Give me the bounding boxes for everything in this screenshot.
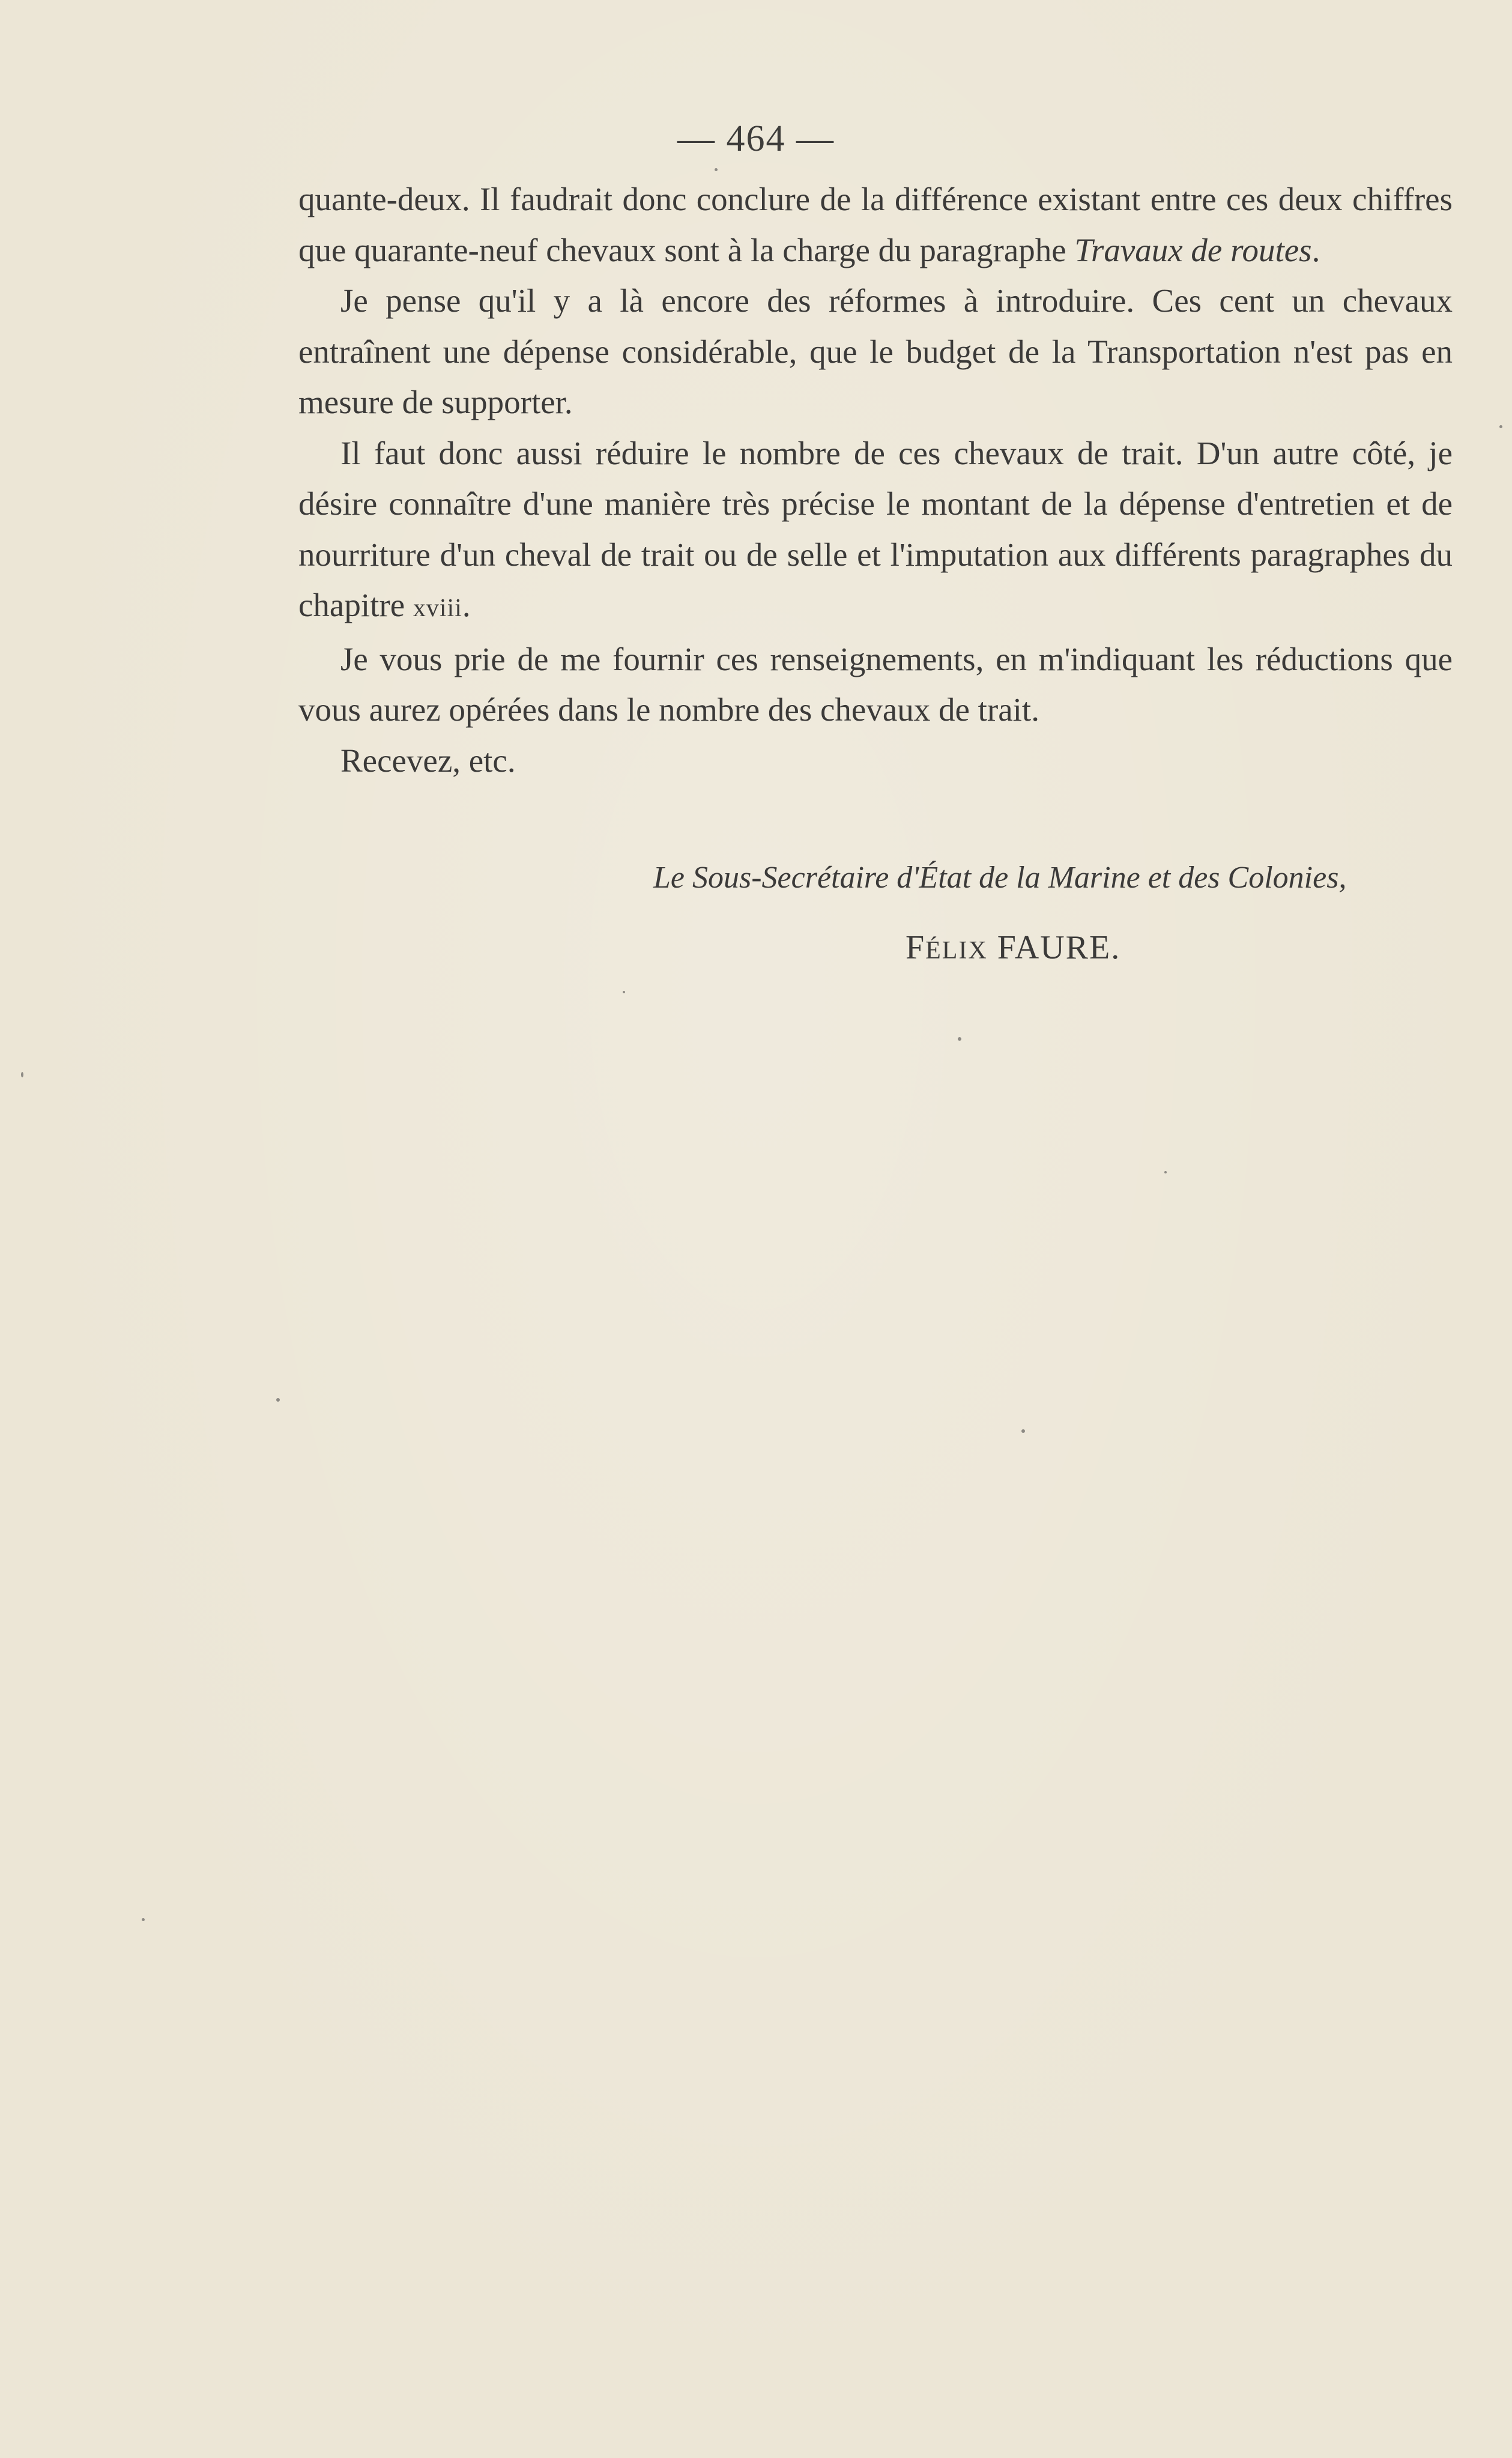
scan-speck [958,1037,961,1041]
signatory-first-initial: F [906,929,926,966]
paragraph-1-text-a: quante-deux. Il faudrait donc conclure de la différence existant entre ces deux chiffres que quarante-neuf chevaux sont à la charge du paragraphe [298,181,1453,268]
paragraph-3-text-a: Il faut donc aussi réduire le nombre de ces chevaux de trait. D'un autre côté, je désire connaître d'une manière très précise le montant de la dépense d'entretien et de nourriture d'un cheval de trait ou de selle et l'imputation aux différents paragraphes du chapitre [298,434,1453,623]
paragraph-1-text-b: . [1311,231,1320,268]
scan-speck [1164,1171,1167,1173]
chapter-numeral: xviii [413,595,462,622]
paragraph-1 [298,174,1453,276]
paragraph-5 [298,736,1453,787]
letter-body [298,174,1453,786]
paragraph-4-text: Je vous prie de me fournir ces renseignements, en m'indiquant les réductions que vous aurez opérées dans le nombre des chevaux de trait. [298,640,1453,728]
paragraph-4 [298,634,1453,736]
scan-speck [142,1918,145,1921]
scan-speck [1021,1429,1025,1433]
scan-speck [623,991,625,993]
paragraph-3-text-b: . [462,587,471,623]
page-number: — 464 — [677,118,835,159]
scan-speck [21,1072,23,1077]
signatory-last-name: FAURE. [997,929,1121,966]
paragraph-3 [298,428,1453,634]
paragraph-2-text: Je pense qu'il y a là encore des réformes à introduire. Ces cent un chevaux entraînent une dépense considérable, que le budget de la Transportation n'est pas en mesure de supporter. [298,282,1453,420]
closing-salutation: Recevez, etc. [340,742,516,779]
scan-speck [715,168,718,171]
scan-speck [276,1398,280,1402]
signatory-title: Le Sous-Secrétaire d'État de la Marine et des Colonies, [653,861,1347,895]
signatory-name [906,928,1120,967]
paragraph-1-italic: Travaux de routes [1074,231,1312,268]
paragraph-2 [298,276,1453,428]
signatory-first-rest: ÉLIX [925,937,988,964]
scan-speck [1499,425,1502,428]
